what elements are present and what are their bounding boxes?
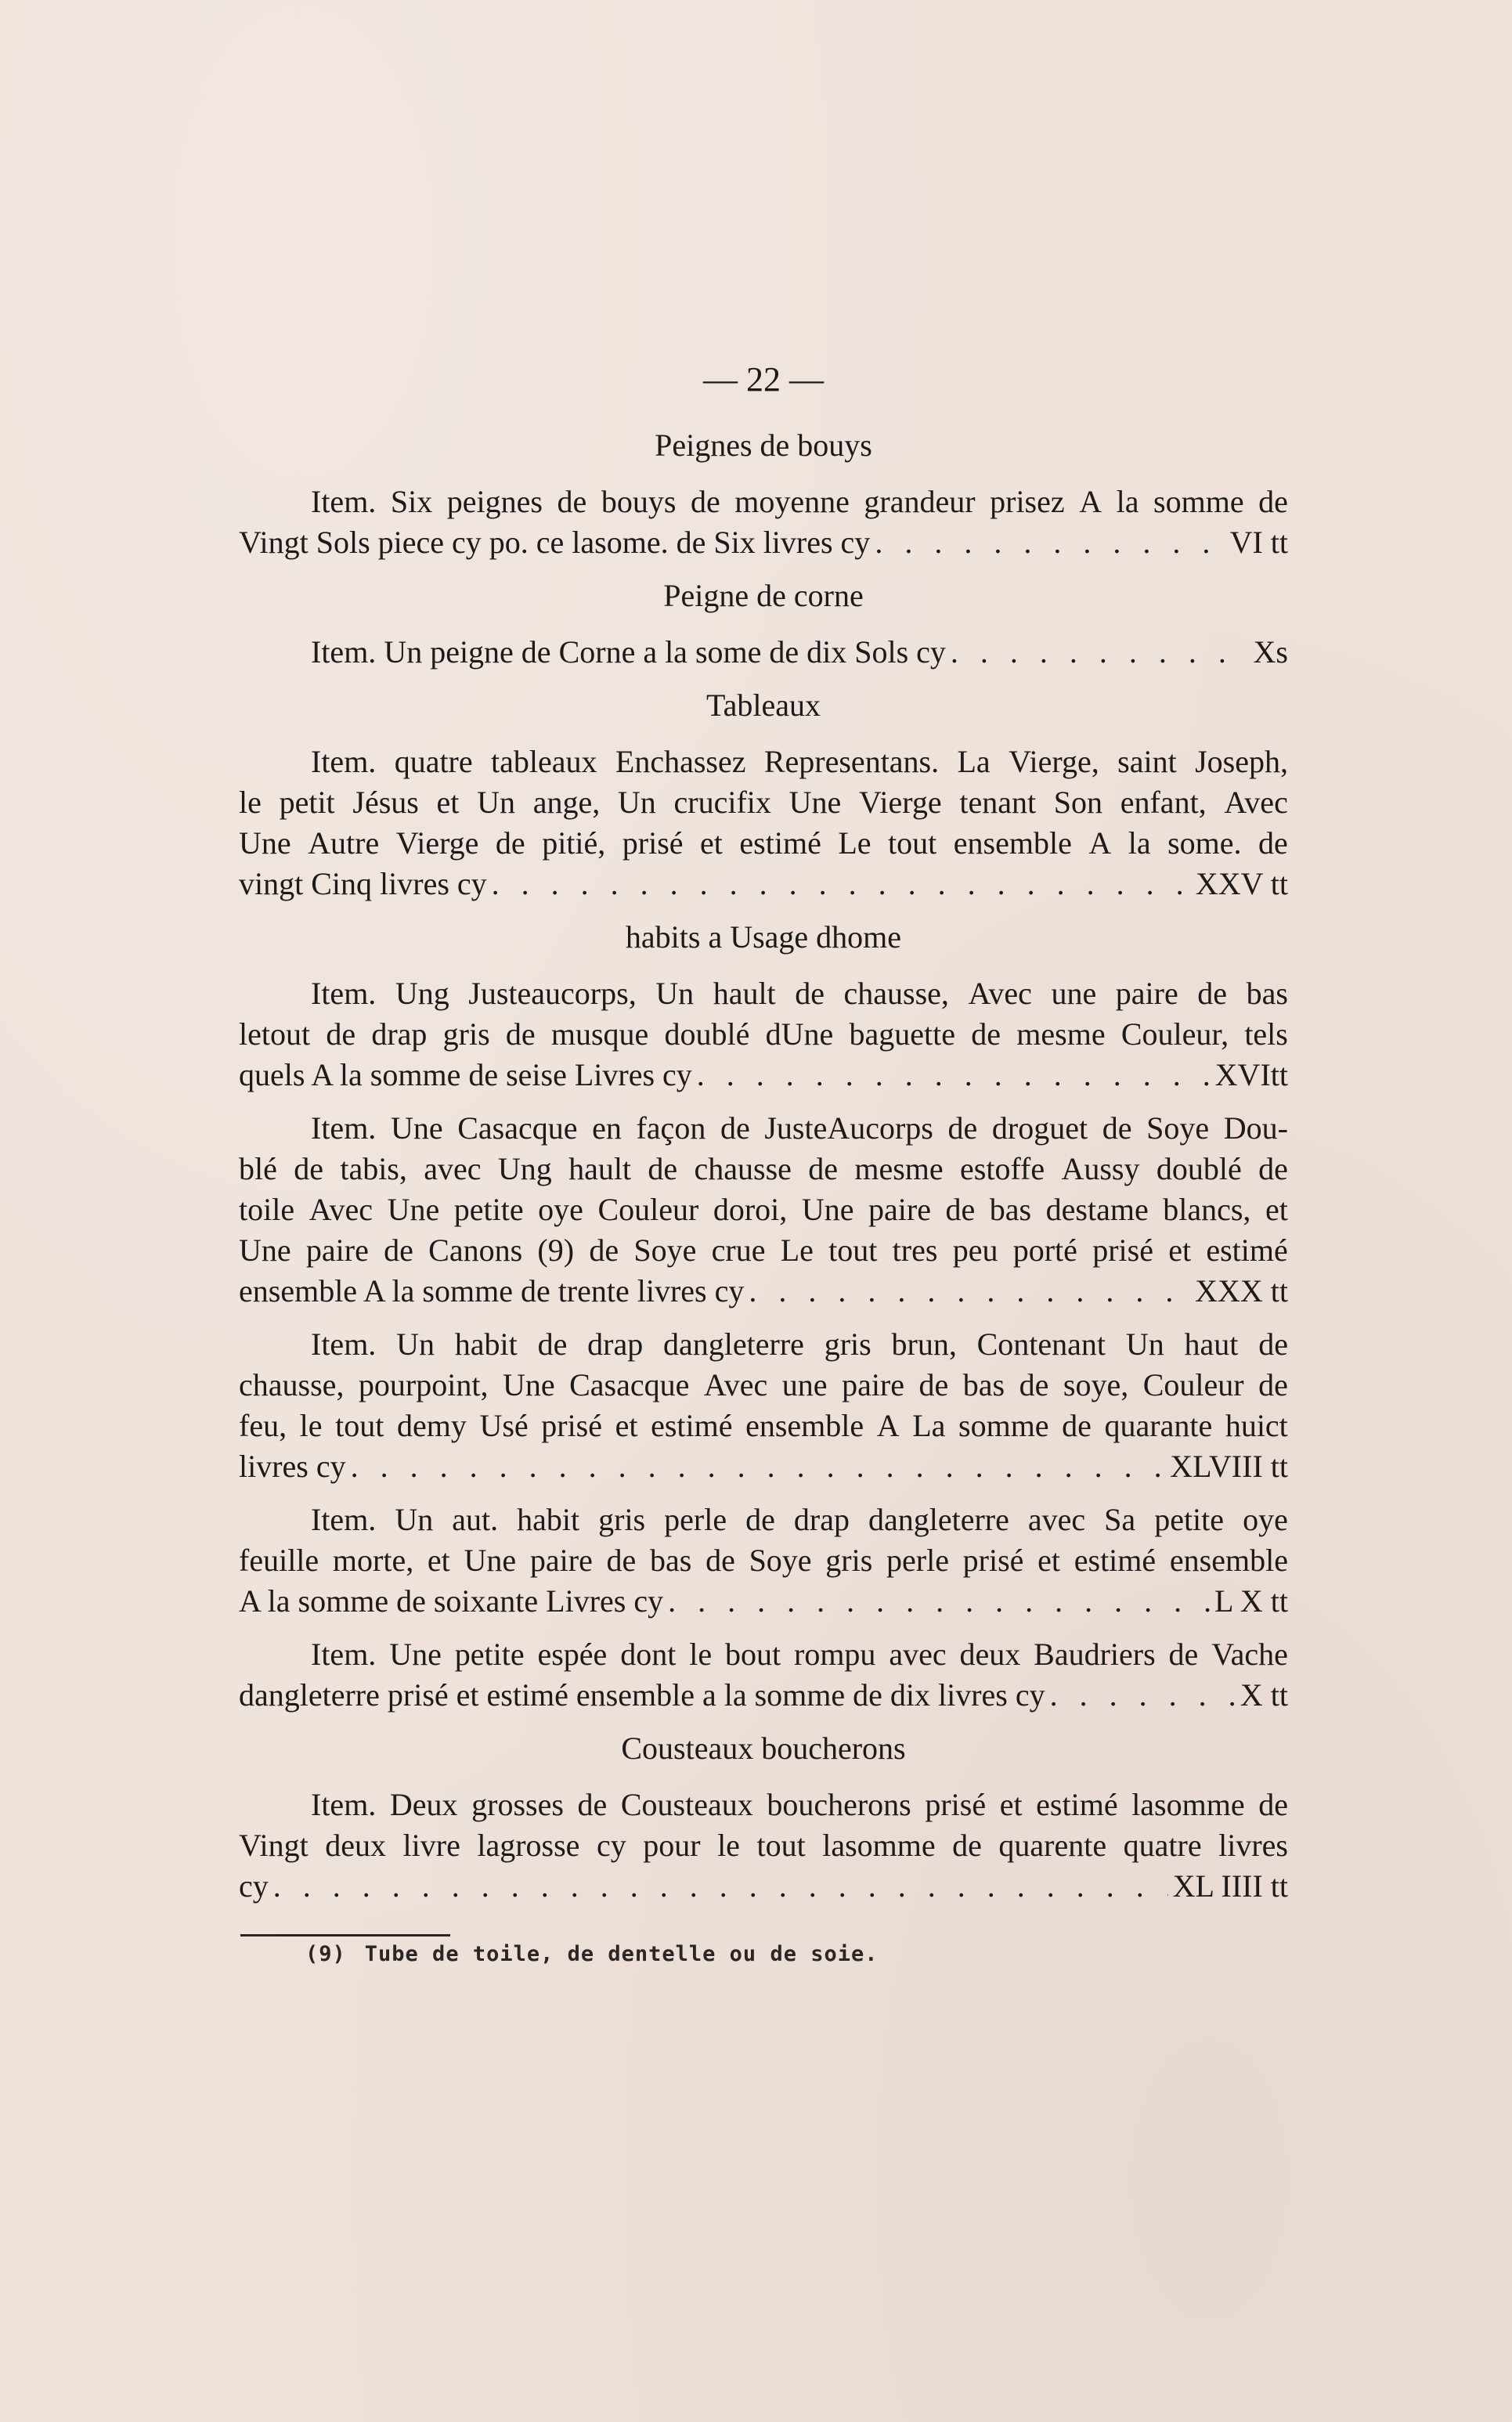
entry-amount: VI tt [1229,525,1288,560]
dot-leader [1050,1675,1236,1716]
entry-text: Vingt deux livre lagrosse cy pour le tout lasomme de quarente quatre livres [239,1828,1288,1863]
dot-leader [875,522,1225,563]
dot-leader [668,1581,1210,1622]
section-heading: Peigne de corne [663,578,864,613]
entry-text: Item. Un habit de drap dangleterre gris brun, Contenant Un haut de [311,1327,1288,1362]
entry-line [239,1230,1288,1271]
entry-amount: Xs [1253,634,1288,670]
entry-line [239,782,1288,823]
inventory-entry [239,1785,1288,1907]
section-heading: Peignes de bouys [655,428,872,463]
inventory-entry [239,973,1288,1095]
entry-text: ensemble A la somme de trente livres cy [239,1273,745,1308]
inventory-entry [239,742,1288,904]
section-heading: habits a Usage dhome [625,919,902,955]
inventory-entry [239,482,1288,563]
entry-text: quels A la somme de seise Livres cy [239,1057,692,1092]
entry-line [239,1581,1288,1622]
inventory-section [239,917,1288,1716]
dot-leader [351,1446,1166,1487]
entry-line [239,1055,1288,1095]
dot-leader [951,632,1249,673]
entry-text: A la somme de soixante Livres cy [239,1583,664,1619]
inventory-section [239,576,1288,673]
entry-text: Item. Six peignes de bouys de moyenne grandeur prisez A la somme de [311,484,1288,519]
inventory-entry [239,1324,1288,1487]
entry-amount: XVItt [1214,1057,1288,1092]
entry-line [239,742,1288,782]
entry-text: Item. Une Casacque en façon de JusteAucorps de droguet de Soye Dou- [311,1110,1288,1146]
entry-text: chausse, pourpoint, Une Casacque Avec une paire de bas de soye, Couleur de [239,1367,1288,1402]
dot-leader [697,1055,1211,1095]
entry-line [239,1189,1288,1230]
entry-amount: XLVIII tt [1170,1449,1288,1484]
entry-text: Item. quatre tableaux Enchassez Representans. La Vierge, saint Joseph, [311,744,1288,779]
entry-text: Vingt Sols piece cy po. ce lasome. de Six livres cy [239,525,871,560]
entry-text: le petit Jésus et Un ange, Un crucifix Une Vierge tenant Son enfant, Avec [239,785,1288,820]
entry-line [239,973,1288,1014]
entry-line [239,1866,1288,1907]
entry-line [239,1825,1288,1866]
entry-line [239,1108,1288,1149]
entry-line [239,522,1288,563]
entry-line [239,1271,1288,1312]
entry-text: cy [239,1868,269,1904]
inventory-entry [239,1108,1288,1312]
footnote-text: Tube de toile, de dentelle ou de soie. [364,1942,879,1966]
entry-line [239,1446,1288,1487]
entry-text: feuille morte, et Une paire de bas de Soye gris perle prisé et estimé ensemble [239,1543,1288,1578]
entry-line [239,864,1288,904]
entry-amount: XXX tt [1195,1273,1288,1308]
entry-amount: XL IIII tt [1172,1868,1288,1904]
entry-text: letout de drap gris de musque doublé dUne baguette de mesme Couleur, tels [239,1016,1288,1052]
dot-leader [492,864,1191,904]
entry-line [239,1675,1288,1716]
entry-amount: XXV tt [1195,866,1288,901]
inventory-section [239,685,1288,904]
inventory-section [239,425,1288,563]
footnote-mark: (9) [305,1942,346,1966]
entry-line [239,1406,1288,1446]
entry-text: dangleterre prisé et estimé ensemble a la somme de dix livres cy [239,1677,1045,1713]
document-body [239,356,1288,1919]
entry-line [239,823,1288,864]
footnote-rule [240,1934,450,1937]
entry-text: Une paire de Canons (9) de Soye crue Le tout tres peu porté prisé et estimé [239,1233,1288,1268]
entry-amount: L X tt [1214,1583,1288,1619]
entry-line [239,1785,1288,1825]
entry-text: Item. Un peigne de Corne a la some de dix Sols cy [311,634,946,670]
entry-text: livres cy [239,1449,346,1484]
entry-text: blé de tabis, avec Ung hault de chausse de mesme estoffe Aussy doublé de [239,1151,1288,1186]
entry-text: Item. Une petite espée dont le bout rompu avec deux Baudriers de Vache [311,1637,1288,1672]
footnote [305,1940,1010,1969]
entry-line [239,1324,1288,1365]
entry-text: Item. Ung Justeaucorps, Un hault de chausse, Avec une paire de bas [311,976,1288,1011]
entry-amount: X tt [1240,1677,1288,1713]
inventory-entry [239,1500,1288,1622]
page-number: — 22 — [703,360,824,399]
entry-line [239,1365,1288,1406]
inventory-sections [239,425,1288,1907]
entry-text: vingt Cinq livres cy [239,866,487,901]
section-heading: Tableaux [705,688,821,723]
entry-line [239,1500,1288,1540]
entry-text: toile Avec Une petite oye Couleur doroi, Une paire de bas destame blancs, et [239,1192,1288,1227]
entry-text: feu, le tout demy Usé prisé et estimé ensemble A La somme de quarante huict [239,1408,1288,1443]
entry-line [239,1149,1288,1189]
entry-line [239,1634,1288,1675]
inventory-entry [239,1634,1288,1716]
inventory-section [239,1728,1288,1907]
entry-line [239,632,1288,673]
entry-text: Une Autre Vierge de pitié, prisé et estimé Le tout ensemble A la some. de [239,825,1288,861]
entry-line [239,1014,1288,1055]
dot-leader [273,1866,1168,1907]
section-heading: Cousteaux boucherons [621,1731,906,1766]
entry-text: Item. Deux grosses de Cousteaux boucherons prisé et estimé lasomme de [311,1787,1288,1822]
entry-line [239,1540,1288,1581]
entry-text: Item. Un aut. habit gris perle de drap dangleterre avec Sa petite oye [311,1502,1288,1537]
inventory-entry [239,632,1288,673]
entry-line [239,482,1288,522]
dot-leader [749,1271,1190,1312]
